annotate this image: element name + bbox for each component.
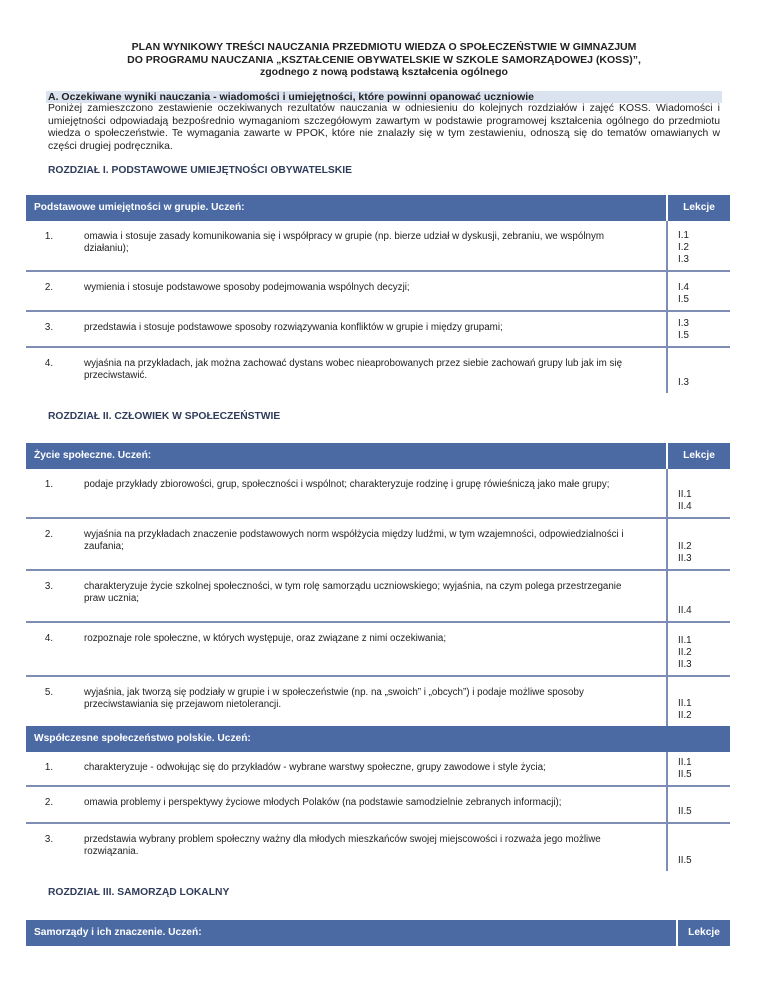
table-chapter-3: [26, 920, 730, 946]
row-text: charakteryzuje życie szkolnej społeczności, w tym rolę samorządu uczniowskiego; wyjaśnia, na czym polega przestrzeganie praw ucznia;: [72, 570, 667, 622]
row-text: charakteryzuje - odwołując się do przykładów - wybrane warstwy społeczne, grupy zawodowe i style życia;: [72, 752, 667, 786]
table-row: [26, 622, 730, 676]
row-lessons: II.1 II.2 II.3: [667, 622, 730, 676]
table-row: [26, 311, 730, 347]
row-lessons: II.1 II.5: [667, 752, 730, 786]
row-text: wyjaśnia na przykładach znaczenie podstawowych norm współżycia między ludźmi, w tym wzajemności, odpowiedzialności i zaufania;: [72, 518, 667, 570]
title-line-2: DO PROGRAMU NAUCZANIA „KSZTAŁCENIE OBYWATELSKIE W SZKOLE SAMORZĄDOWEJ (KOSS)”,: [127, 53, 641, 66]
table-row: [26, 518, 730, 570]
table-chapter-2: [26, 443, 730, 871]
row-number: 4.: [26, 622, 72, 676]
row-lessons: II.1 II.2: [667, 676, 730, 726]
row-text: przedstawia wybrany problem społeczny ważny dla młodych mieszkańców swojej miejscowości i rozważa jego możliwe rozwiązania.: [84, 834, 601, 857]
row-text: wymienia i stosuje podstawowe sposoby podejmowania wspólnych decyzji;: [72, 271, 667, 311]
row-lessons: I.3: [667, 347, 730, 393]
chapter-2-title: ROZDZIAŁ II. CZŁOWIEK W SPOŁECZEŃSTWIE: [48, 411, 281, 422]
table-subheader: [26, 726, 730, 752]
table-row: [26, 221, 730, 271]
row-number: 5.: [44, 687, 54, 698]
table-header-title: Życie społeczne. Uczeń:: [26, 443, 667, 469]
row-number: 2.: [26, 518, 72, 570]
table-row: [26, 823, 730, 871]
lessons-header: Lekcje: [677, 920, 730, 946]
chapter-3-title: ROZDZIAŁ III. SAMORZĄD LOKALNY: [48, 887, 230, 898]
row-number: 3.: [26, 570, 72, 622]
row-lessons: II.1 II.4: [667, 469, 730, 518]
row-number: 1.: [26, 221, 72, 271]
row-text: wyjaśnia na przykładach, jak można zachować dystans wobec nieaprobowanych przez siebie zachowań grupy lub jak im się przeciwstawić.: [84, 358, 623, 381]
row-lessons: II.2 II.3: [667, 518, 730, 570]
row-text: omawia problemy i perspektywy życiowe młodych Polaków (na podstawie samodzielnie zebranych informacji);: [72, 786, 667, 823]
row-text: rozpoznaje role społeczne, w których występuje, oraz związane z nimi oczekiwania;: [72, 622, 667, 676]
table-header: [26, 195, 730, 221]
table-header: [26, 443, 730, 469]
row-number: 1.: [26, 752, 72, 786]
row-number: 4.: [44, 358, 54, 369]
table-header-title: Samorządy i ich znaczenie. Uczeń:: [26, 920, 677, 946]
table-row: [26, 752, 730, 786]
row-text: wyjaśnia, jak tworzą się podziały w grupie i w społeczeństwie (np. na „swoich” i „obcych”) i podaje możliwe sposoby przeciwstawiania się przejawom nietolerancji.: [84, 687, 584, 710]
table-header-title: Podstawowe umiejętności w grupie. Uczeń:: [26, 195, 667, 221]
row-lessons: I.4 I.5: [667, 271, 730, 311]
table-row: [26, 469, 730, 518]
table-header: [26, 920, 730, 946]
section-a-intro: Poniżej zamieszczono zestawienie oczekiwanych rezultatów nauczania w odniesieniu do kolejnych rozdziałów i zajęć KOSS. Wiadomości i umiejętności odpowiadają bezpośrednio wymaganiom szczegółowym zawartym w podstawie programowej kształcenia ogólnego do przedmiotu wiedza o społeczeństwie. Te wymagania zawarte w PPOK, które nie znalazły się w tym zestawieniu, odnoszą się do tematów omawianych w części drugiej podręcznika.: [48, 103, 720, 152]
row-number: 2.: [26, 271, 72, 311]
table-row: [26, 786, 730, 823]
lessons-header: Lekcje: [667, 443, 730, 469]
row-number: 1.: [26, 469, 72, 518]
row-text: podaje przykłady zbiorowości, grup, społeczności i wspólnot; charakteryzuje rodzinę i grupę rówieśniczą jako małe grupy;: [72, 469, 667, 518]
table-row: [26, 676, 730, 726]
table-chapter-1: [26, 195, 730, 393]
row-lessons: II.5: [667, 823, 730, 871]
row-number: 3.: [44, 834, 54, 845]
title-line-1: PLAN WYNIKOWY TREŚCI NAUCZANIA PRZEDMIOTU WIEDZA O SPOŁECZEŃSTWIE W GIMNAZJUM: [131, 41, 637, 53]
table-row: [26, 570, 730, 622]
table-row: [26, 347, 730, 393]
row-text: omawia i stosuje zasady komunikowania się i współpracy w grupie (np. bierze udział w dyskusji, zebraniu, we wspólnym działaniu);: [72, 221, 667, 271]
row-number: 2.: [26, 786, 72, 823]
row-number: 3.: [26, 311, 72, 347]
row-text: przedstawia i stosuje podstawowe sposoby rozwiązywania konfliktów w grupie i między grupami;: [72, 311, 667, 347]
title-line-3: zgodnego z nową podstawą kształcenia ogólnego: [260, 66, 508, 78]
section-a-heading: A. Oczekiwane wyniki nauczania - wiadomości i umiejętności, które powinni opanować uczniowie: [46, 91, 722, 103]
row-lessons: II.4: [667, 570, 730, 622]
table-subheader-title: Współczesne społeczeństwo polskie. Uczeń:: [26, 726, 730, 752]
lessons-header: Lekcje: [667, 195, 730, 221]
chapter-1-title: ROZDZIAŁ I. PODSTAWOWE UMIEJĘTNOŚCI OBYWATELSKIE: [48, 165, 352, 176]
table-row: [26, 271, 730, 311]
row-lessons: II.5: [667, 786, 730, 823]
document-title: [0, 41, 768, 79]
row-lessons: I.1 I.2 I.3: [667, 221, 730, 271]
row-lessons: I.3 I.5: [667, 311, 730, 347]
